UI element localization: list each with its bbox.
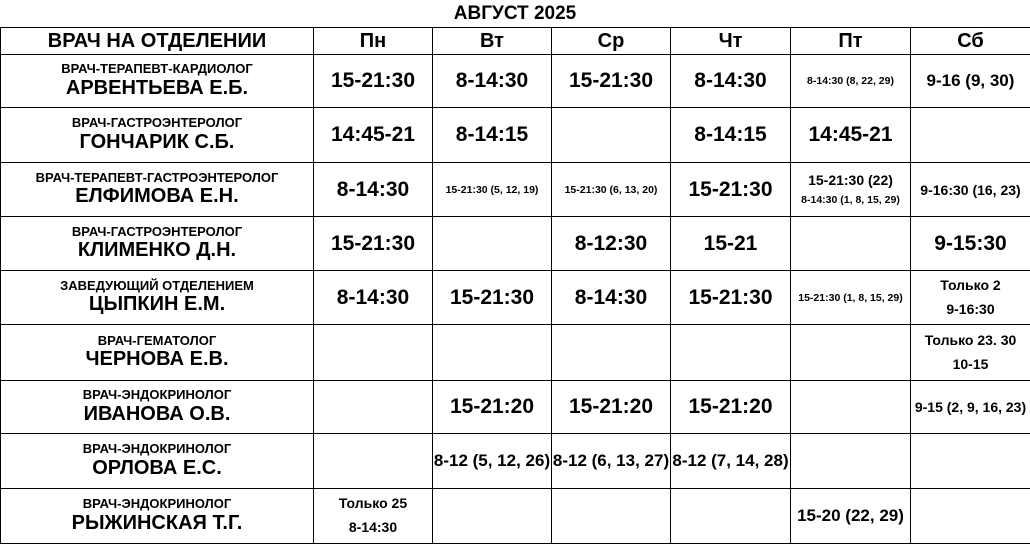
shift-thu: 15-21:30 [671, 163, 791, 217]
table-row [1, 381, 1030, 434]
shift-sat: 9-15:30 [911, 217, 1030, 271]
header-doctor: ВРАЧ НА ОТДЕЛЕНИИ [1, 28, 314, 55]
table-row [1, 55, 1030, 108]
doctor-cell [1, 381, 314, 434]
doctor-role: ВРАЧ-ТЕРАПЕВТ-ГАСТРОЭНТЕРОЛОГ [1, 171, 313, 186]
header-day-wed: Ср [552, 28, 671, 55]
shift-mon: 8-14:30 [314, 163, 433, 217]
shift-sat [911, 325, 1030, 381]
shift-fri [791, 163, 911, 217]
doctor-name: ЧЕРНОВА Е.В. [1, 348, 313, 371]
doctor-cell [1, 108, 314, 163]
doctor-cell [1, 271, 314, 325]
doctor-role: ВРАЧ-ЭНДОКРИНОЛОГ [1, 442, 313, 457]
shift-sat-line1: Только 2 [911, 274, 1030, 298]
shift-fri: 15-21:30 (1, 8, 15, 29) [791, 271, 911, 325]
doctor-name: ГОНЧАРИК С.Б. [1, 131, 313, 154]
table-row [1, 489, 1030, 544]
doctor-name: ЦЫПКИН Е.М. [1, 293, 313, 316]
doctor-role: ВРАЧ-ЭНДОКРИНОЛОГ [1, 497, 313, 512]
doctor-name: АРВЕНТЬЕВА Е.Б. [1, 77, 313, 100]
doctor-cell [1, 325, 314, 381]
header-day-thu: Чт [671, 28, 791, 55]
shift-wed: 15-21:30 [552, 55, 671, 108]
shift-wed: 8-12 (6, 13, 27) [552, 434, 671, 489]
doctor-name: ОРЛОВА Е.С. [1, 457, 313, 480]
shift-mon [314, 434, 433, 489]
shift-sat-line1: Только 23. 30 [911, 329, 1030, 353]
doctor-role: ВРАЧ-ГАСТРОЭНТЕРОЛОГ [1, 116, 313, 131]
shift-thu: 8-14:30 [671, 55, 791, 108]
schedule-table [0, 27, 1030, 544]
shift-sat: 9-16 (9, 30) [911, 55, 1030, 108]
doctor-role: ВРАЧ-ТЕРАПЕВТ-КАРДИОЛОГ [1, 62, 313, 77]
shift-fri [791, 217, 911, 271]
table-row [1, 325, 1030, 381]
shift-sat: 9-16:30 (16, 23) [911, 163, 1030, 217]
shift-thu: 15-21 [671, 217, 791, 271]
doctor-name: ЕЛФИМОВА Е.Н. [1, 185, 313, 208]
doctor-name: КЛИМЕНКО Д.Н. [1, 239, 313, 262]
table-row [1, 163, 1030, 217]
shift-fri: 15-20 (22, 29) [791, 489, 911, 544]
doctor-role: ВРАЧ-ЭНДОКРИНОЛОГ [1, 388, 313, 403]
shift-wed [552, 489, 671, 544]
shift-sat-line2: 10-15 [911, 353, 1030, 377]
header-day-sat: Сб [911, 28, 1030, 55]
table-row [1, 217, 1030, 271]
header-day-tue: Вт [433, 28, 552, 55]
header-day-mon: Пн [314, 28, 433, 55]
shift-wed [552, 325, 671, 381]
doctor-role: ВРАЧ-ГАСТРОЭНТЕРОЛОГ [1, 225, 313, 240]
shift-mon: 15-21:30 [314, 217, 433, 271]
doctor-cell [1, 55, 314, 108]
shift-sat-line2: 9-16:30 [911, 298, 1030, 322]
table-row [1, 271, 1030, 325]
shift-mon: 8-14:30 [314, 271, 433, 325]
shift-sat [911, 489, 1030, 544]
shift-tue [433, 217, 552, 271]
shift-thu: 8-12 (7, 14, 28) [671, 434, 791, 489]
shift-thu: 8-14:15 [671, 108, 791, 163]
header-row [1, 28, 1030, 55]
table-row [1, 434, 1030, 489]
shift-wed: 8-14:30 [552, 271, 671, 325]
shift-tue: 15-21:30 (5, 12, 19) [433, 163, 552, 217]
shift-fri: 8-14:30 (8, 22, 29) [791, 55, 911, 108]
header-day-fri: Пт [791, 28, 911, 55]
shift-mon: 14:45-21 [314, 108, 433, 163]
shift-fri-line1: 15-21:30 (22) [791, 169, 910, 193]
shift-tue: 8-14:15 [433, 108, 552, 163]
shift-thu [671, 325, 791, 381]
doctor-role: ВРАЧ-ГЕМАТОЛОГ [1, 334, 313, 349]
table-row [1, 108, 1030, 163]
doctor-role: ЗАВЕДУЮЩИЙ ОТДЕЛЕНИЕМ [1, 279, 313, 294]
doctor-cell [1, 217, 314, 271]
shift-mon [314, 381, 433, 434]
shift-sat [911, 271, 1030, 325]
shift-thu: 15-21:20 [671, 381, 791, 434]
shift-mon [314, 325, 433, 381]
shift-tue [433, 325, 552, 381]
doctor-cell [1, 434, 314, 489]
shift-tue: 8-12 (5, 12, 26) [433, 434, 552, 489]
shift-mon-line2: 8-14:30 [314, 516, 432, 540]
shift-fri-line2: 8-14:30 (1, 8, 15, 29) [791, 192, 910, 210]
month-title: АВГУСТ 2025 [0, 2, 1030, 26]
shift-mon: 15-21:30 [314, 55, 433, 108]
shift-fri [791, 381, 911, 434]
shift-tue: 15-21:30 [433, 271, 552, 325]
shift-wed [552, 108, 671, 163]
shift-wed: 15-21:30 (6, 13, 20) [552, 163, 671, 217]
doctor-cell [1, 489, 314, 544]
shift-fri [791, 325, 911, 381]
doctor-cell [1, 163, 314, 217]
shift-thu [671, 489, 791, 544]
shift-tue: 8-14:30 [433, 55, 552, 108]
shift-fri: 14:45-21 [791, 108, 911, 163]
shift-wed: 15-21:20 [552, 381, 671, 434]
shift-tue: 15-21:20 [433, 381, 552, 434]
shift-sat: 9-15 (2, 9, 16, 23) [911, 381, 1030, 434]
shift-tue [433, 489, 552, 544]
shift-mon [314, 489, 433, 544]
shift-fri [791, 434, 911, 489]
doctor-name: ИВАНОВА О.В. [1, 403, 313, 426]
shift-wed: 8-12:30 [552, 217, 671, 271]
shift-thu: 15-21:30 [671, 271, 791, 325]
doctor-name: РЫЖИНСКАЯ Т.Г. [1, 512, 313, 535]
shift-sat [911, 108, 1030, 163]
shift-sat [911, 434, 1030, 489]
shift-mon-line1: Только 25 [314, 492, 432, 516]
